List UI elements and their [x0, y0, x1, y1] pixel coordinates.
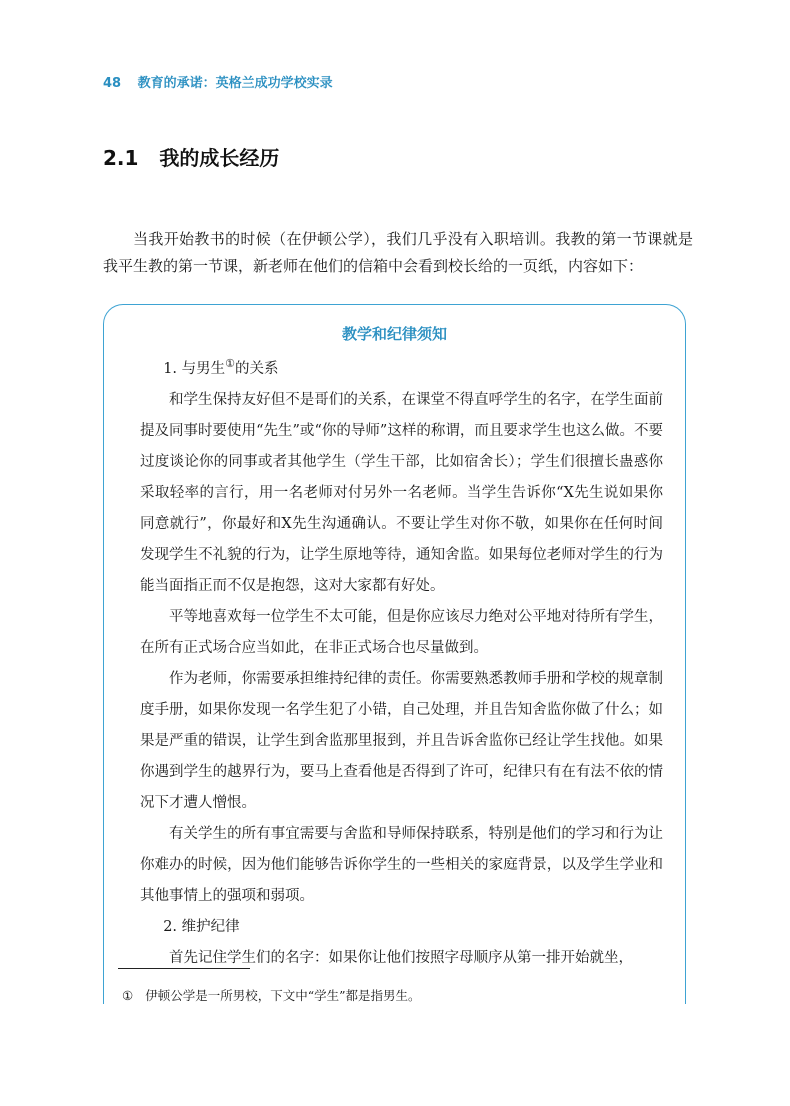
footnote-mark: ①: [122, 988, 134, 1003]
section-title: 我的成长经历: [159, 146, 280, 170]
footnote-reference[interactable]: ①: [225, 357, 236, 371]
running-header: [103, 72, 333, 91]
section-number: 2.1: [103, 146, 139, 170]
body-paragraph: 首先记住学生们的名字：如果你让他们按照字母顺序从第一排开始就坐，: [169, 950, 633, 966]
body-paragraph: 和学生保持友好但不是哥们的关系，在课堂不得直呼学生的名字，在学生面前提及同事时要使用“先生”或“你的导师”这样的称谓，而且要求学生也这么做。不要过度谈论你的同事或者其他学生（学生干部，比如宿舍长）；学生们很擅长蛊惑你采取轻率的言行，用一名老师对付另外一名老师。当学生告诉你“X先生说如果你同意就行”，你最好和X先生沟通确认。不要让学生对你不敬，如果你在任何时间发现学生不礼貌的行为，让学生原地等待，通知舍监。如果每位老师对学生的行为能当面指正而不仅是抱怨，这对大家都有好处。: [140, 392, 663, 594]
footnote-text: 伊顿公学是一所男校，下文中“学生”都是指男生。: [145, 988, 421, 1003]
intro-text: [103, 226, 693, 280]
body-paragraph: 作为老师，你需要承担维持纪律的责任。你需要熟悉教师手册和学校的规章制度手册，如果你发现一名学生犯了小错，自己处理，并且告知舍监你做了什么；如果是严重的错误，让学生到舍监那里报到，并且告诉舍监你已经让学生找他。如果你遇到学生的越界行为，要马上查看他是否得到了许可，纪律只有在有法不依的情况下才遭人憎恨。: [140, 671, 663, 811]
section-heading: [103, 142, 279, 171]
body-paragraph: 平等地喜欢每一位学生不太可能，但是你应该尽力绝对公平地对待所有学生，在所有正式场合应当如此，在非正式场合也尽量做到。: [140, 609, 663, 656]
subheading-relations: [140, 354, 663, 385]
footnote: [122, 986, 421, 1004]
subheading-discipline: 2. 维护纪律: [163, 919, 240, 935]
intro-paragraph: 当我开始教书的时候（在伊顿公学），我们几乎没有入职培训。我教的第一节课就是我平生教的第一节课，新老师在他们的信箱中会看到校长给的一页纸，内容如下：: [103, 230, 693, 275]
footnote-divider: [118, 968, 250, 969]
notice-box: [103, 304, 686, 1004]
subheading-relations-text: 1. 与男生: [163, 361, 226, 377]
body-paragraph: 有关学生的所有事宜需要与舍监和导师保持联系，特别是他们的学习和行为让你难办的时候，因为他们能够告诉你学生的一些相关的家庭背景，以及学生学业和其他事情上的强项和弱项。: [140, 826, 663, 904]
notice-box-body: [104, 354, 685, 974]
page-number: 48: [103, 76, 122, 91]
book-title: 教育的承诺：英格兰成功学校实录: [137, 76, 333, 91]
notice-box-title: 教学和纪律须知: [341, 325, 447, 343]
subheading-relations-text-end: 的关系: [235, 361, 279, 377]
